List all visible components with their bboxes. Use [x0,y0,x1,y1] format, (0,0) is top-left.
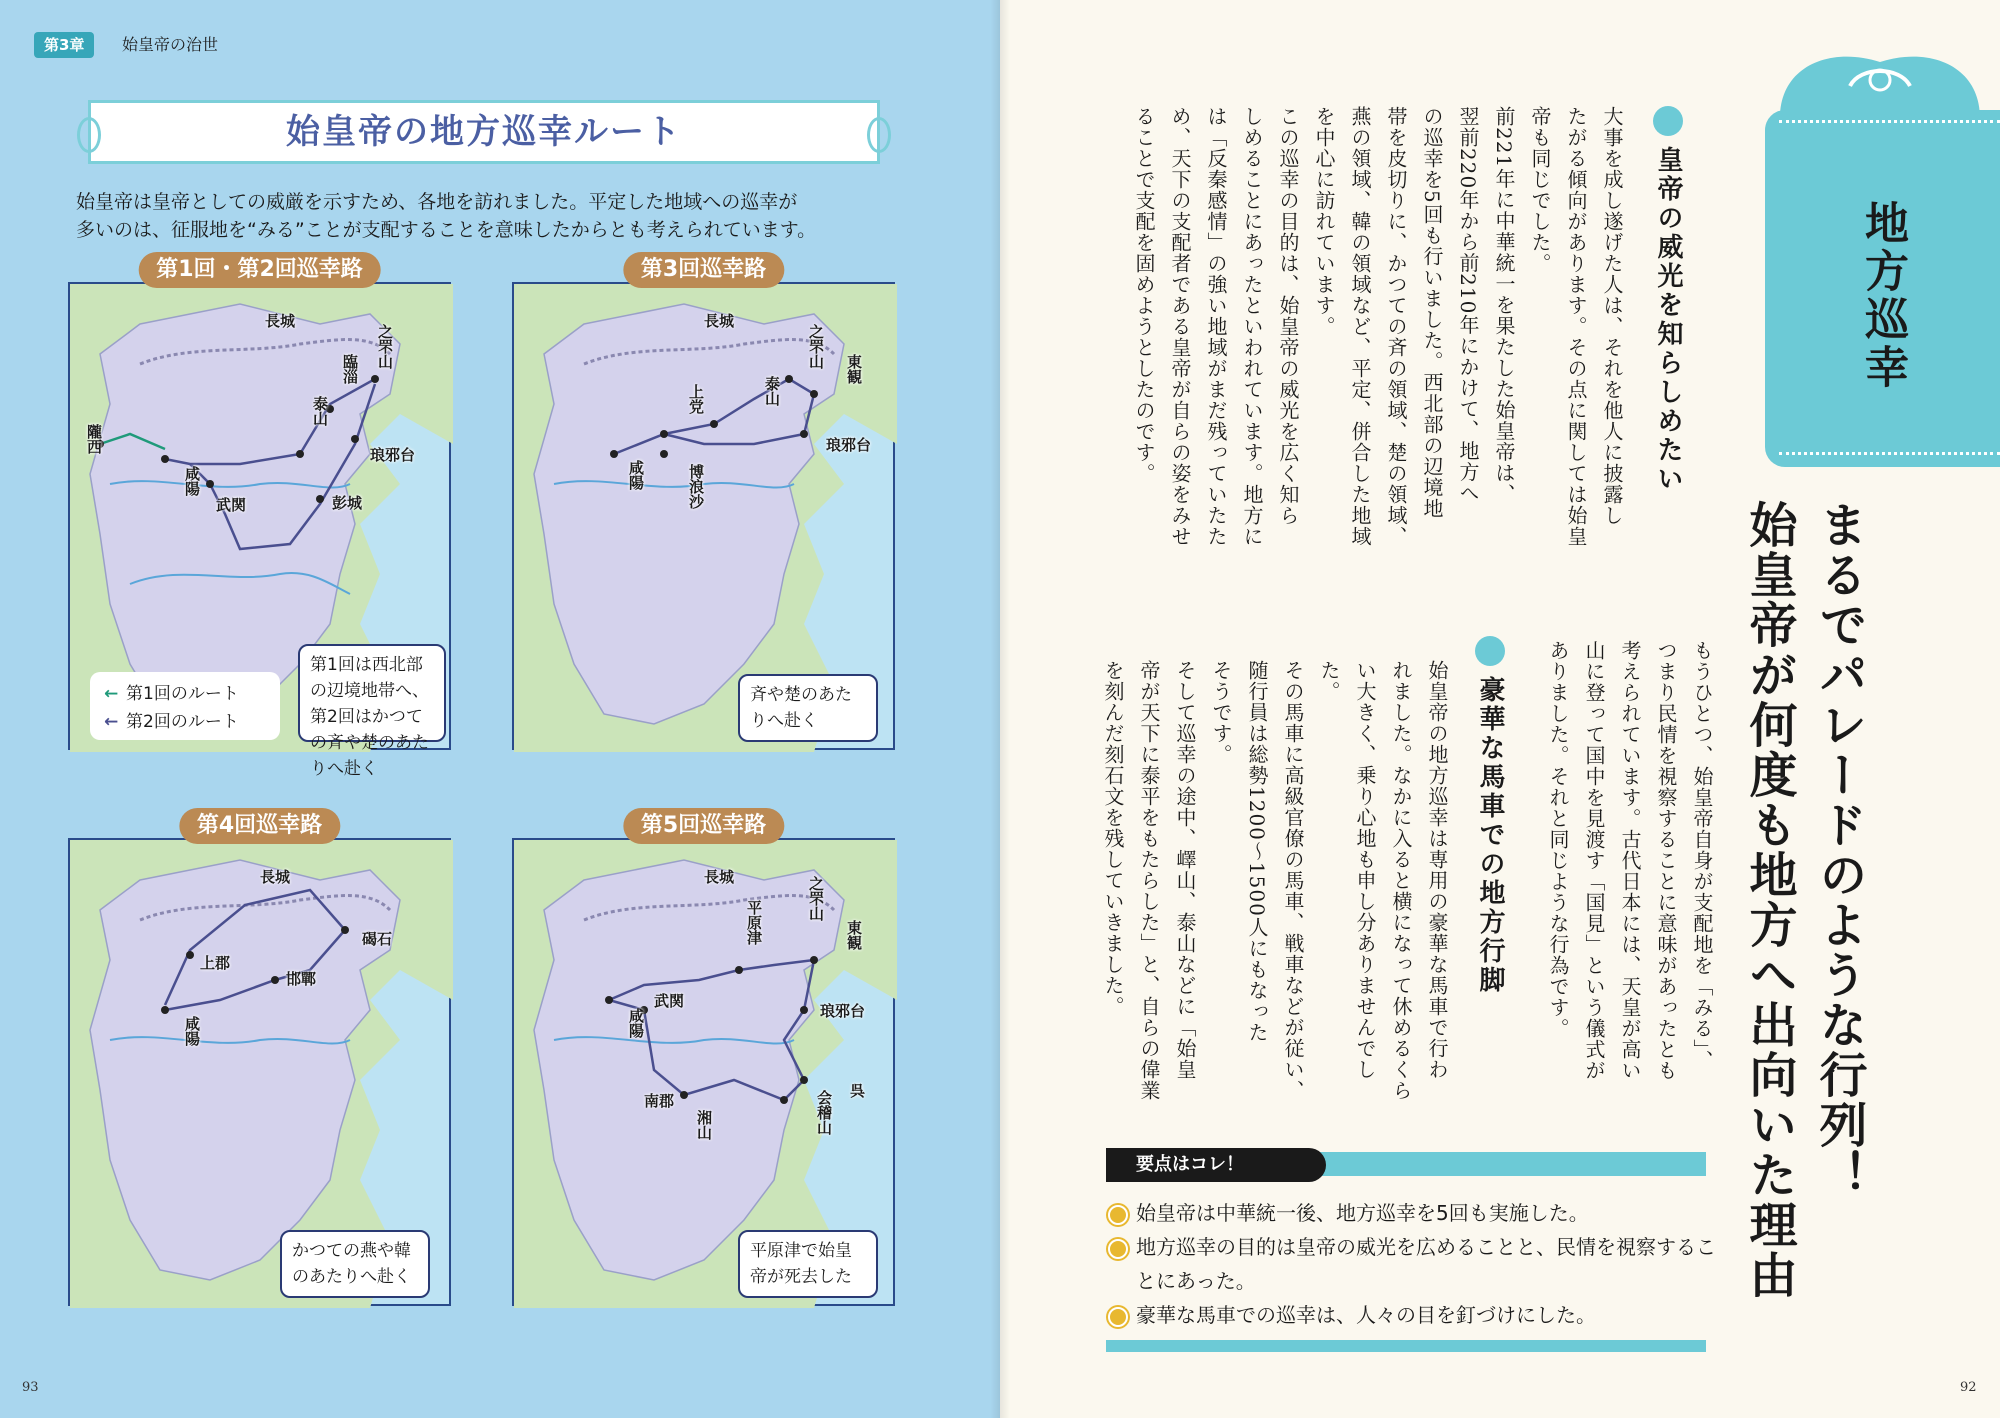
place-label: 東観 [845,354,863,384]
body-text-2: もうひとつ、始皇帝自身が支配地を「みる」、 つまり民情を視察することに意味があったとも 考えられています。古代日本には、天皇が高い 山に登って国中を見渡す「国見」という儀式が ありました。それと同じような行為です。 [1546,640,1714,1081]
place-label: 之罘山 [807,876,825,921]
intro-text [76,188,926,244]
subheading-icon [1653,106,1683,136]
map-frame [512,838,895,1306]
body-text-1: 大事を成し遂げた人は、それを他人に披露し たがる傾向があります。その点に関しては始皇 帝も同じでした。 前221年に中華統一を果たした始皇帝は、 翌前220年から前210年にかけて、地方へ の巡幸を5回も行いました。西北部の辺境地 帯を皮切りに、かつての斉の領域、楚の領域、 燕の領域、韓の領域など、平定、併合した地域 を中心に訪れています。 この巡幸の目的は、始皇帝の威光を広く知ら しめることにあったといわれています。地方に は「反秦感情」の強い地域がまだ残っていたた め、天下の支配者である皇帝が自らの姿をみせ ることで支配を固めようとしたのです。 [1132,106,1624,547]
legend-arrow-icon: ← [104,712,119,732]
place-label: 彭城 [332,494,363,512]
place-label: 咸陽 [183,466,201,496]
map-legend [90,672,280,740]
map-route-5 [512,808,895,1306]
place-label: 邯鄲 [286,970,317,988]
map-label: 第5回巡幸路 [623,808,784,844]
place-label: 隴西 [85,424,103,454]
map-note: 斉や楚のあたりへ赴く [738,674,878,742]
place-label: 咸陽 [627,1008,645,1038]
map-note: 平原津で始皇帝が死去した [738,1230,878,1298]
chapter-badge: 第3章 [34,32,94,58]
bullet-icon [1108,1205,1128,1225]
bullet-icon [1108,1307,1128,1327]
map-section-title: 始皇帝の地方巡幸ルート [88,100,880,164]
map-note: かつての燕や韓のあたりへ赴く [280,1230,430,1298]
place-label: 南郡 [644,1092,675,1110]
bullet-icon [1108,1239,1128,1259]
subheading-icon [1475,636,1505,666]
intro-line: 始皇帝は皇帝としての威厳を示すため、各地を訪れました。平定した地域への巡幸が [76,191,798,213]
ornament-icon [1760,26,2000,118]
subheading-2: 豪華な馬車での地方行脚 [1472,636,1509,1056]
map-frame [512,282,895,750]
place-label: 上郡 [200,954,231,972]
legend-arrow-icon: ← [104,684,119,704]
dotted-divider [1779,452,2000,455]
headline-line-2: 始皇帝が何度も地方へ出向いた理由 [1741,500,1797,1300]
subheading-1: 皇帝の威光を知らしめたい [1650,106,1687,526]
key-points-title: 要点はコレ！ [1106,1148,1326,1182]
page-gutter [990,0,1010,1418]
place-label: 長城 [260,868,291,886]
place-label: 臨淄 [341,354,359,384]
place-label: 琅邪台 [370,446,416,464]
map-frame [68,282,451,779]
key-point: 豪華な馬車での巡幸は、人々の目を釘づけにした。 [1106,1298,1726,1332]
place-label: 咸陽 [183,1016,201,1046]
dotted-divider [1779,120,2000,123]
place-label: 之罘山 [376,324,394,369]
map-route-3 [512,252,895,750]
map-note: 第1回は西北部の辺境地帯へ、第2回はかつての斉や楚のあたりへ赴く [298,644,446,742]
key-points-list [1106,1196,1726,1332]
map-label: 第4回巡幸路 [179,808,340,844]
place-label: 之罘山 [807,324,825,369]
place-label: 武関 [216,496,247,514]
place-label: 会稽山 [815,1090,833,1135]
place-label: 長城 [704,312,735,330]
legend-item: 第2回のルート [126,712,239,732]
page-number: 92 [1960,1380,1977,1395]
map-route-4 [68,808,451,1306]
place-label: 上党 [687,384,705,414]
place-label: 琅邪台 [820,1002,866,1020]
map-label: 第3回巡幸路 [623,252,784,288]
place-label: 呉 [850,1082,866,1100]
place-label: 武関 [654,992,685,1010]
chapter-title: 始皇帝の治世 [122,35,219,54]
map-route-1-2 [68,252,451,779]
key-points-bottom-bar [1106,1340,1706,1352]
headline-line-1: まるでパレードのような行列！ [1811,500,1867,1200]
section-tab-label: 地方巡幸 [1857,200,1908,392]
place-label: 湘山 [695,1110,713,1140]
place-label: 長城 [704,868,735,886]
place-label: 長城 [265,312,296,330]
key-point: 始皇帝は中華統一後、地方巡幸を5回も実施した。 [1106,1196,1726,1230]
map-label: 第1回・第2回巡幸路 [138,252,381,288]
place-label: 博浪沙 [687,464,705,509]
place-label: 咸陽 [627,460,645,490]
place-label: 東観 [845,920,863,950]
place-label: 碣石 [362,930,393,948]
map-frame [68,838,451,1306]
intro-line: 多いのは、征服地を“みる”ことが支配することを意味したからとも考えられています。 [76,219,817,241]
place-label: 琅邪台 [826,436,872,454]
place-label: 泰山 [311,396,329,426]
place-label: 泰山 [763,376,781,406]
body-text-3: 始皇帝の地方巡幸は専用の豪華な馬車で行わ れました。なかに入ると横になって休めるくら い大きく、乗り心地も申し分ありませんでした。 その馬車に高級官僚の馬車、戦車などが従い、 随行員は総勢1200〜1500人にもなった そうです。 そして巡幸の途中、嶧山、泰山などに「始皇 帝が天下に泰平をもたらした」と、自らの偉業 を刻んだ刻石文を残していきました。 [1101,660,1449,1101]
page-number: 93 [22,1380,39,1395]
key-point: 地方巡幸の目的は皇帝の威光を広めることと、民情を視察することにあった。 [1106,1230,1726,1298]
legend-item: 第1回のルート [126,684,239,704]
place-label: 平原津 [745,900,763,945]
